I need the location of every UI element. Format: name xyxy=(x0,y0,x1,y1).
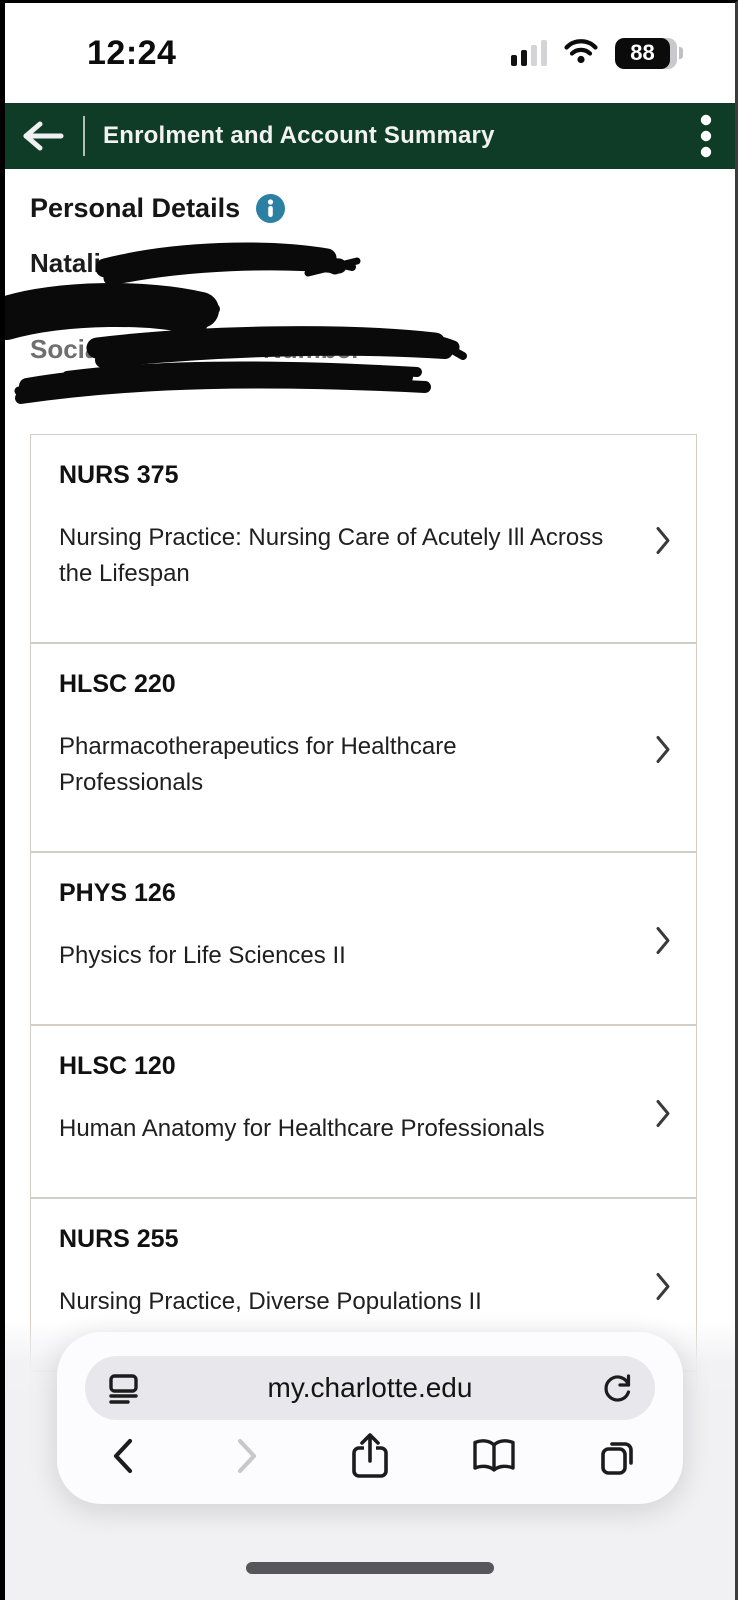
home-indicator[interactable] xyxy=(246,1562,494,1574)
url-text[interactable]: my.charlotte.edu xyxy=(267,1372,473,1403)
reload-icon[interactable] xyxy=(601,1371,635,1405)
course-title: Nursing Practice: Nursing Care of Acutely Ill Across the Lifespan xyxy=(59,524,604,587)
course-title: Physics for Life Sciences II xyxy=(59,942,346,969)
course-code: HLSC 120 xyxy=(59,1052,176,1080)
course-title: Human Anatomy for Healthcare Professionals xyxy=(59,1115,545,1142)
course-code: NURS 255 xyxy=(59,1225,179,1253)
student-name-fragment: Natali xyxy=(30,248,101,278)
back-chevron-icon[interactable] xyxy=(95,1436,151,1476)
browser-bottom-chrome xyxy=(5,1320,735,1600)
chevron-right-icon xyxy=(654,924,672,961)
browser-panel xyxy=(57,1332,683,1504)
section-title: Personal Details xyxy=(30,193,241,223)
redacted-personal-info xyxy=(5,240,735,418)
course-code: PHYS 126 xyxy=(59,879,176,907)
ssn-label-fragment-left: Socia xyxy=(30,334,100,364)
status-icons xyxy=(511,37,683,69)
bookmarks-icon[interactable] xyxy=(466,1437,522,1475)
course-card-hlsc-120[interactable] xyxy=(30,1025,697,1198)
cellular-signal-icon xyxy=(511,40,547,66)
reader-view-icon[interactable] xyxy=(107,1372,139,1404)
share-icon[interactable] xyxy=(342,1431,398,1481)
ssn-label-fragment-right: Number xyxy=(263,334,362,364)
chevron-right-icon xyxy=(654,1270,672,1307)
app-header xyxy=(5,103,735,169)
wifi-icon xyxy=(563,37,599,69)
battery-percent: 88 xyxy=(615,38,670,69)
course-card-nurs-375[interactable] xyxy=(30,434,697,643)
course-code: NURS 375 xyxy=(59,461,179,489)
course-title: Nursing Practice, Diverse Populations II xyxy=(59,1288,482,1315)
chevron-right-icon xyxy=(654,733,672,770)
chevron-right-icon xyxy=(654,1097,672,1134)
header-divider xyxy=(83,116,85,156)
info-icon[interactable] xyxy=(256,194,285,223)
clock: 12:24 xyxy=(87,33,177,72)
browser-toolbar xyxy=(95,1426,645,1486)
status-bar xyxy=(5,3,735,103)
battery-icon xyxy=(615,38,683,69)
course-card-hlsc-220[interactable] xyxy=(30,643,697,852)
back-arrow-icon[interactable] xyxy=(19,119,65,153)
chevron-right-icon xyxy=(654,524,672,561)
tabs-icon[interactable] xyxy=(589,1435,645,1477)
forward-chevron-icon[interactable] xyxy=(219,1436,275,1476)
kebab-menu-icon[interactable] xyxy=(699,111,713,161)
page-title: Enrolment and Account Summary xyxy=(103,122,495,149)
course-card-phys-126[interactable] xyxy=(30,852,697,1025)
address-bar[interactable] xyxy=(85,1356,655,1420)
course-code: HLSC 220 xyxy=(59,670,176,698)
course-title: Pharmacotherapeutics for Healthcare Professionals xyxy=(59,733,457,796)
marker-scribble-redaction xyxy=(5,240,738,418)
